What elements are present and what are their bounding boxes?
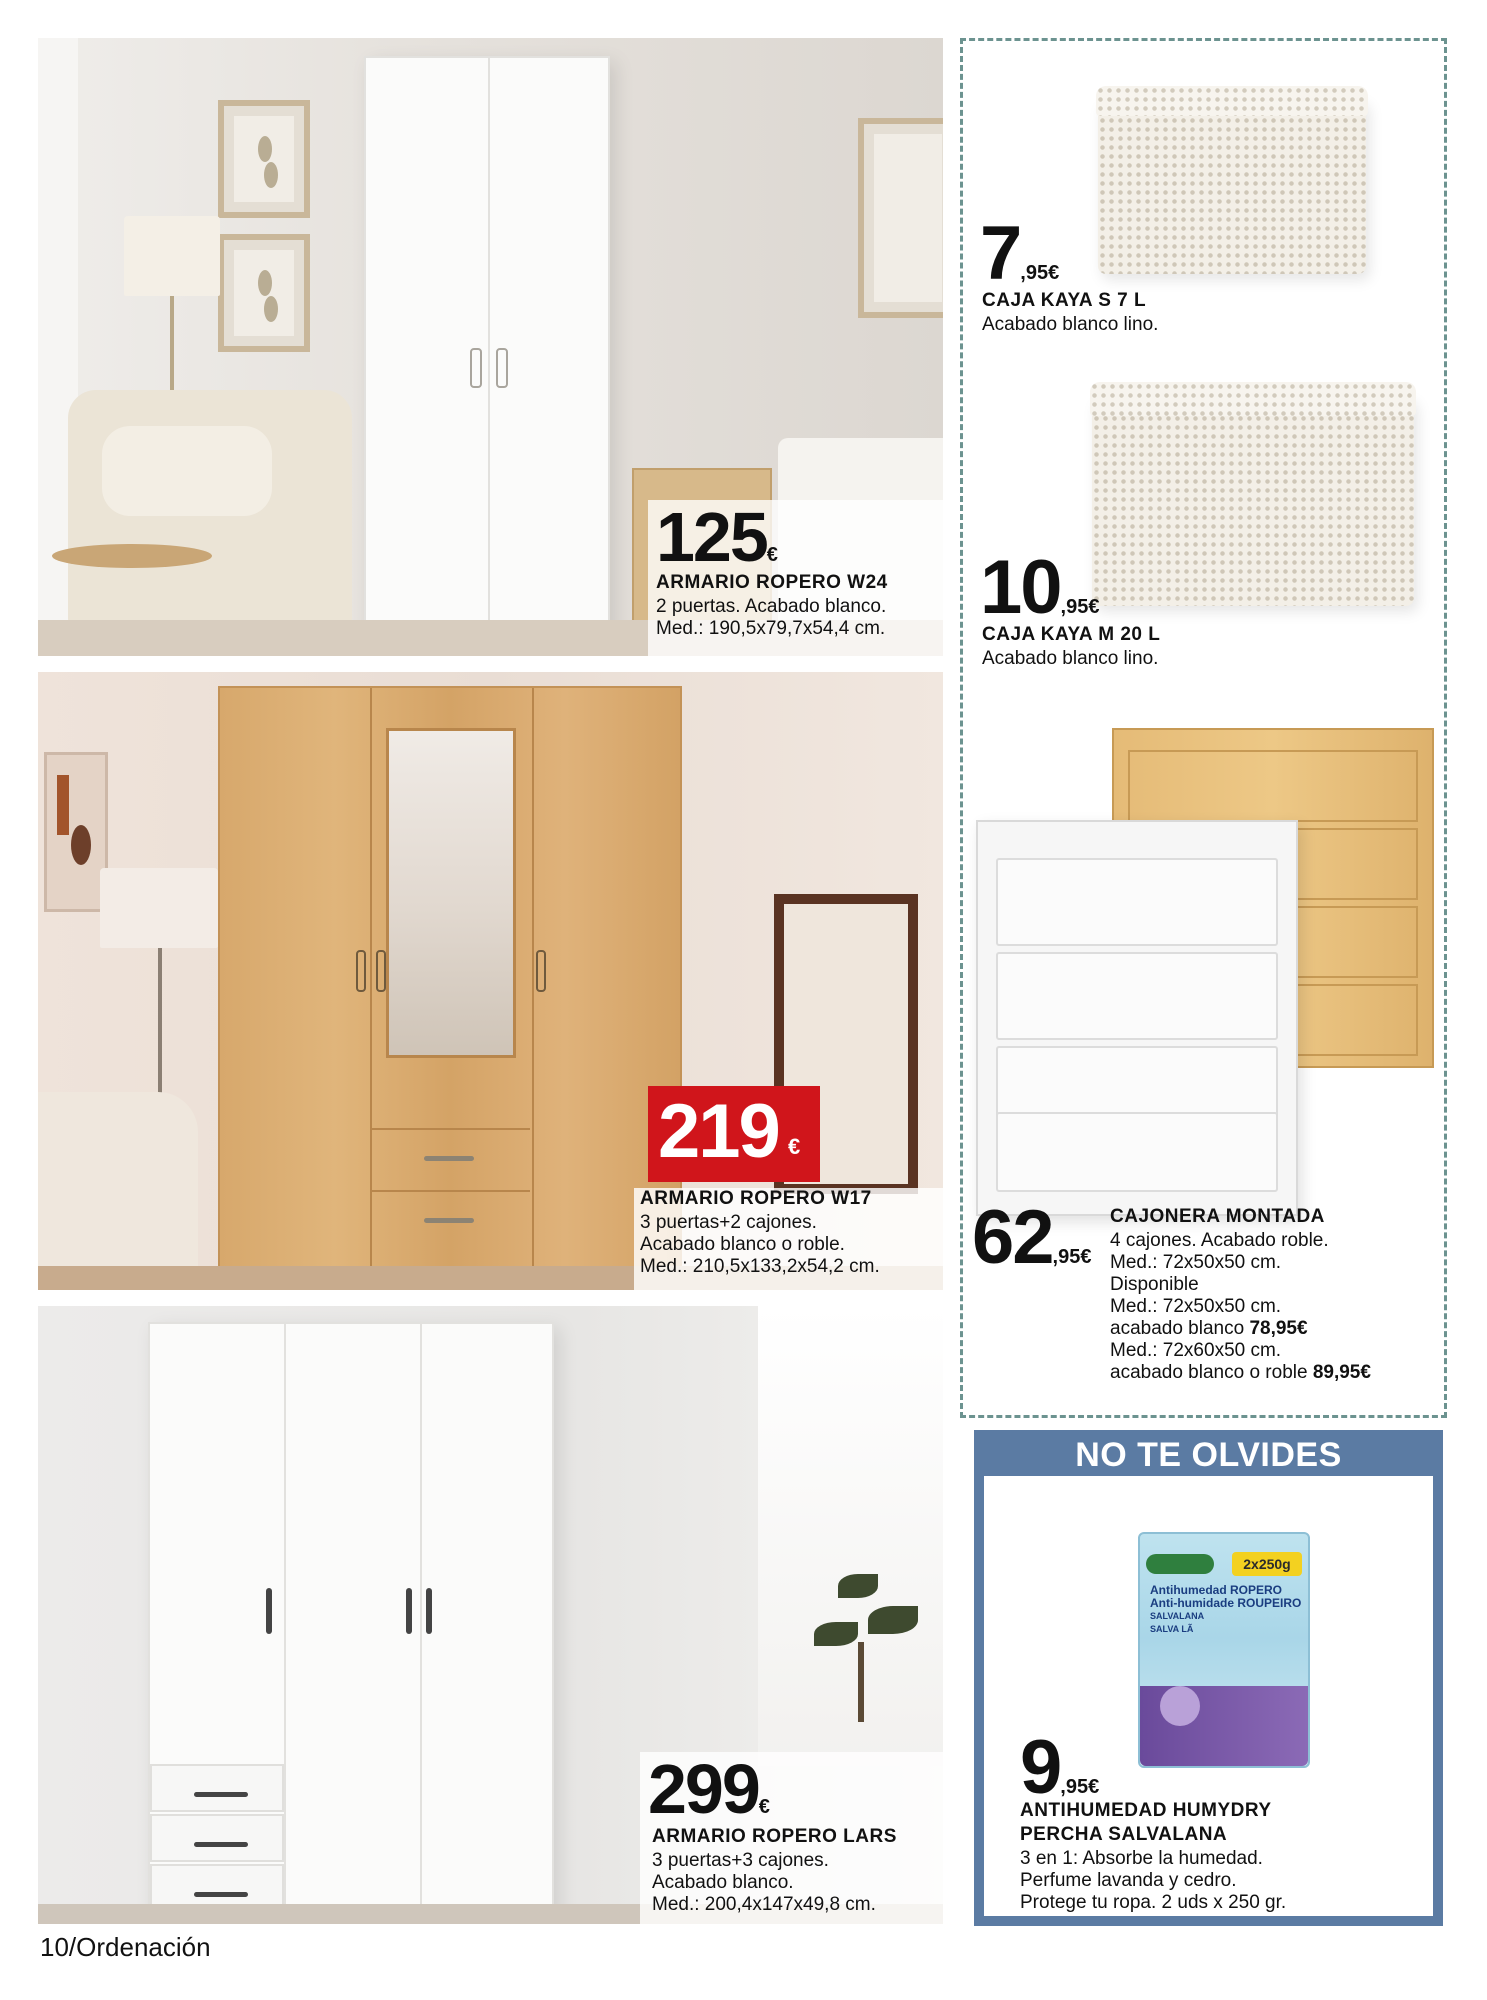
price-integer: 62 [972,1195,1053,1280]
product-title: CAJA KAYA M 20 L [982,624,1161,645]
cushion [102,426,272,516]
product-desc-line: Med.: 72x50x50 cm. [1110,1296,1282,1317]
product-desc-line: Protege tu ropa. 2 uds x 250 gr. [1020,1892,1287,1913]
variant-line [1110,1362,1371,1384]
pack-text-line: Anti-humidade ROUPEIRO [1150,1596,1302,1610]
armchair [38,1092,198,1290]
price-decimals: ,95€ [1020,262,1060,284]
product-desc-line: Med.: 72x50x50 cm. [1110,1252,1282,1273]
plant [868,1606,918,1634]
product-title: CAJONERA MONTADA [1110,1206,1325,1227]
box-header: NO TE OLVIDES [1075,1436,1342,1474]
pack-badge: 2x250g [1232,1552,1302,1576]
price-decimals: ,95€ [1052,1246,1092,1268]
pack-text [1150,1584,1301,1636]
door-handle [376,950,386,992]
door-handle [356,950,366,992]
product-desc-line: Acabado blanco. [652,1872,794,1893]
product-desc-line: 3 en 1: Absorbe la humedad. [1020,1848,1263,1869]
product-desc-line: 2 puertas. Acabado blanco. [656,596,887,617]
box-content [984,1476,1433,1916]
storage-box-lid [1090,382,1416,416]
product-desc-line: Med.: 210,5x133,2x54,2 cm. [640,1256,880,1277]
price-caption-lars [640,1752,943,1924]
wardrobe-mirror [386,728,516,1058]
window [758,1306,943,1766]
door-handle [496,348,508,388]
wall-picture [218,234,310,352]
wardrobe-w17 [218,686,682,1286]
product-title: PERCHA SALVALANA [1020,1824,1228,1845]
drawer [150,1814,284,1862]
drawer-handle [424,1156,474,1161]
product-desc-line: Acabado blanco lino. [982,314,1159,335]
variant-label: acabado blanco o roble [1110,1362,1313,1383]
price-decimals: ,95€ [1060,1776,1100,1798]
variant-price: 78,95€ [1249,1318,1308,1339]
drawer-handle [194,1792,248,1797]
product-title: ARMARIO ROPERO LARS [652,1826,897,1847]
price-badge-w17 [648,1086,820,1182]
humydry-pack [1138,1532,1310,1768]
product-title: ARMARIO ROPERO W17 [640,1188,872,1209]
wardrobe-w24 [364,56,610,652]
drawer-handle [194,1842,248,1847]
page-label: 10/Ordenación [40,1932,211,1962]
plant [838,1574,878,1598]
product-desc-line: Med.: 190,5x79,7x54,4 cm. [656,618,886,639]
price-currency: € [766,544,778,566]
price-integer: 299 [648,1750,759,1828]
pack-text-line: SALVA LÃ [1150,1624,1194,1634]
price-currency: € [788,1134,799,1159]
chest-white [976,820,1298,1216]
storage-box-kaya-m [1092,396,1414,606]
door-handle [266,1588,272,1634]
product-desc-line: Disponible [1110,1274,1199,1295]
drawer-handle [194,1892,248,1897]
price-kaya-m [980,545,1100,630]
product-desc [640,1212,880,1278]
product-desc-line: Acabado blanco lino. [982,648,1159,669]
product-title: ANTIHUMEDAD HUMYDRY [1020,1800,1272,1821]
plant [814,1622,858,1646]
pack-text-line: Antihumedad ROPERO [1150,1583,1283,1597]
brand-band [1146,1554,1214,1574]
price-humydry [1020,1725,1100,1810]
plant-stem [858,1642,864,1722]
lavender-icon [1160,1686,1200,1726]
product-desc-line: Med.: 200,4x147x49,8 cm. [652,1894,876,1915]
variant-line [1110,1318,1371,1340]
wall-picture [44,752,108,912]
price-caption-w24 [648,500,943,656]
product-desc [1020,1848,1286,1914]
door-handle [426,1588,432,1634]
price-integer: 219 [658,1089,779,1174]
storage-box-lid [1096,86,1368,116]
wall-picture [218,100,310,218]
price-integer: 9 [1020,1725,1061,1810]
pack-text-line: SALVALANA [1150,1611,1205,1621]
no-te-olvides-box [974,1430,1443,1926]
product-desc-line: 3 puertas+2 cajones. [640,1212,817,1233]
floor-lamp [100,868,218,948]
side-table [52,544,212,568]
product-desc [1110,1230,1371,1384]
price-kaya-s [980,211,1060,296]
product-desc-line: 4 cajones. Acabado roble. [1110,1230,1329,1251]
door-handle [406,1588,412,1634]
wardrobe-lars [148,1322,554,1920]
price-decimals: ,95€ [1060,596,1100,618]
product-desc-line: Med.: 72x60x50 cm. [1110,1340,1282,1361]
price-currency: € [758,1796,770,1818]
drawer [150,1764,284,1812]
variant-label: acabado blanco [1110,1318,1250,1339]
floor-lamp [124,216,220,296]
product-desc-line: Acabado blanco o roble. [640,1234,845,1255]
product-desc-line: Perfume lavanda y cedro. [1020,1870,1237,1891]
storage-box-kaya-s [1098,98,1366,274]
price-cajonera [972,1195,1092,1280]
wall-picture [858,118,943,318]
price-integer: 10 [980,545,1061,630]
price-integer: 125 [656,498,767,576]
door-handle [536,950,546,992]
price-integer: 7 [980,211,1021,296]
variant-price: 89,95€ [1312,1362,1371,1383]
product-title: CAJA KAYA S 7 L [982,290,1147,311]
product-title: ARMARIO ROPERO W24 [656,572,888,593]
drawer-handle [424,1218,474,1223]
door-handle [470,348,482,388]
product-desc-line: 3 puertas+3 cajones. [652,1850,829,1871]
